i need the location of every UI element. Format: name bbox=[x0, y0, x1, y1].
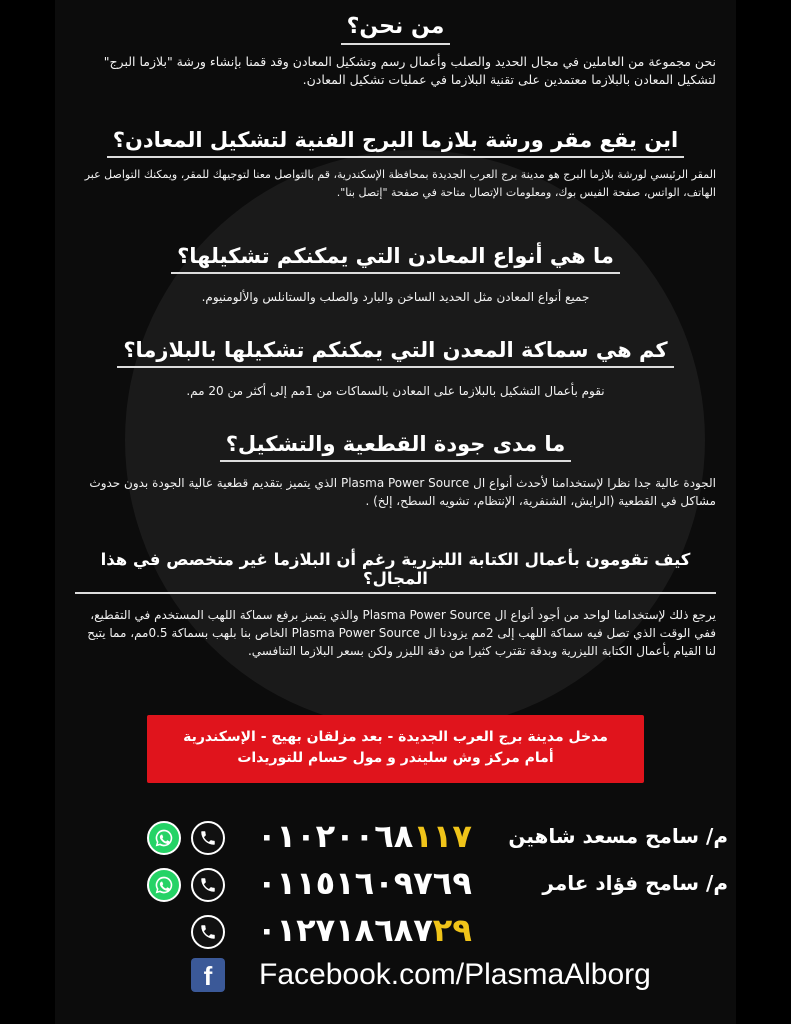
phone-number[interactable]: ٠١٠٢٠٠٦٨١١٧ bbox=[257, 817, 472, 855]
faq-question: كيف تقومون بأعمال الكتابة الليزرية رغم أن البلازما غير متخصص في هذا المجال؟ bbox=[75, 550, 716, 594]
phone-number[interactable]: ٠١١٥١٦٠٩٧٦٩ bbox=[257, 864, 472, 902]
faq-item bbox=[75, 14, 716, 89]
faq-answer: يرجع ذلك لإستخدامنا لواحد من أجود أنواع ال Plasma Power Source والذي يتميز برفع سماكة اللهب المستخدم في التقطيع، ففي الوقت الذي تصل فيه سماكة اللهب إلى 2مم يزودنا ال Plasma Power Source الخاص بنا بلهب بسماكة 0.5مم، مما يتيح لنا القيام بأعمال الكتابة الليزرية وبدقة تقترب كثيرا من دقة الليزر ولكن بسعر البلازما التنافسي. bbox=[87, 608, 716, 658]
whatsapp-icon[interactable] bbox=[147, 868, 181, 902]
faq-question: كم هي سماكة المعدن التي يمكنكم تشكيلها بالبلازما؟ bbox=[117, 338, 673, 368]
whatsapp-icon[interactable] bbox=[147, 821, 181, 855]
contact-row bbox=[55, 909, 736, 955]
contact-name: م/ سامح مسعد شاهين bbox=[508, 824, 728, 848]
faq-item bbox=[75, 244, 716, 306]
faq-item bbox=[75, 338, 716, 400]
contact-row bbox=[55, 862, 736, 908]
faq-item bbox=[75, 128, 716, 202]
facebook-icon[interactable]: f bbox=[191, 958, 225, 992]
faq-answer: نحن مجموعة من العاملين في مجال الحديد والصلب وأعمال رسم وتشكيل المعادن وقد قمنا بإنشاء ورشة "بلازما البرج" لتشكيل المعادن بالبلازما معتمدين على تقنية البلازما في عمليات تشكيل المعادن. bbox=[103, 54, 716, 87]
phone-number[interactable]: ٠١٢٧١٨٦٨٧٢٩ bbox=[257, 911, 472, 949]
address-line-1: مدخل مدينة برج العرب الجديدة - بعد مزلقان بهيج - الإسكندرية bbox=[183, 729, 608, 745]
address-banner bbox=[147, 715, 644, 783]
faq-answer: جميع أنواع المعادن مثل الحديد الساخن والبارد والصلب والستانلس والألومنيوم. bbox=[201, 290, 590, 304]
phone-icon[interactable] bbox=[191, 868, 225, 902]
faq-item bbox=[75, 432, 716, 510]
contact-row bbox=[55, 815, 736, 861]
phone-icon[interactable] bbox=[191, 821, 225, 855]
faq-answer: نقوم بأعمال التشكيل بالبلازما على المعادن بالسماكات من 1مم إلى أكثر من 20 مم. bbox=[186, 384, 605, 398]
faq-answer: الجودة عالية جدا نظرا لإستخدامنا لأحدث أنواع ال Plasma Power Source الذي يتميز بتقديم قطعية عالية الجودة بدون حدوث مشاكل في القطعية (الرايش، الشنفرية، الإنتظام، تشويه السطح، إلخ) . bbox=[89, 476, 716, 508]
faq-answer: المقر الرئيسي لورشة بلازما البرج هو مدينة برج العرب الجديدة بمحافظة الإسكندرية، قم بالتواصل معنا لتوجيهك للمقر، ويمكنك التواصل عبر الهاتف، الواتس، صفحة الفيس بوك، ومعلومات الإتصال متاحة في صفحة "إتصل بنا". bbox=[84, 168, 716, 199]
faq-question: اين يقع مقر ورشة بلازما البرج الفنية لتشكيل المعادن؟ bbox=[107, 128, 684, 158]
address-line-2: أمام مركز وش سليندر و مول حسام للتوريدات bbox=[237, 750, 554, 766]
faq-question: من نحن؟ bbox=[341, 14, 451, 45]
faq-question: ما مدى جودة القطعية والتشكيل؟ bbox=[220, 432, 572, 462]
facebook-row bbox=[55, 950, 736, 1000]
faq-item bbox=[75, 550, 716, 660]
facebook-link[interactable]: Facebook.com/PlasmaAlborg bbox=[259, 958, 651, 991]
faq-question: ما هي أنواع المعادن التي يمكنكم تشكيلها؟ bbox=[171, 244, 620, 274]
contact-name: م/ سامح فؤاد عامر bbox=[542, 871, 728, 895]
flyer-page bbox=[55, 0, 736, 1024]
phone-icon[interactable] bbox=[191, 915, 225, 949]
